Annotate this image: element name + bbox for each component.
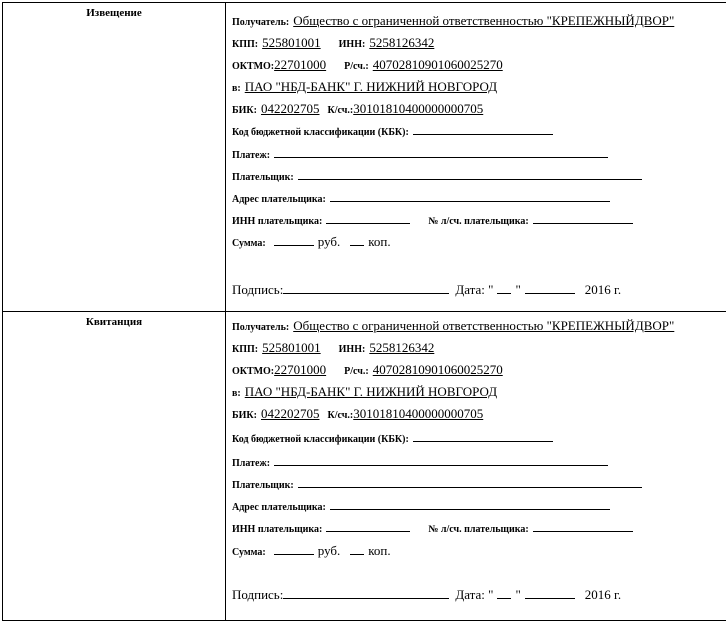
account-value: 40702810901060025270 [372, 57, 503, 72]
oktmo-account-row [232, 362, 503, 380]
kbk-row [232, 430, 553, 448]
sum-rub-field[interactable] [274, 543, 314, 555]
payer-label: Плательщик: [232, 172, 294, 183]
payer-address-field[interactable] [330, 190, 610, 202]
kbk-field[interactable] [413, 430, 553, 442]
receipt-label-cell [3, 312, 226, 621]
signature-field[interactable] [283, 587, 449, 599]
payer-label: Плательщик: [232, 480, 294, 491]
payer-inn-row [232, 212, 633, 230]
recipient-value: Общество с ограниченной ответственностью "КРЕПЕЖНЫЙДВОР" [293, 13, 675, 28]
payer-account-label: № л/сч. плательщика: [428, 524, 529, 535]
payer-inn-label: ИНН плательщика: [232, 524, 323, 535]
oktmo-value: 22701000 [274, 362, 327, 377]
payer-row [232, 476, 642, 494]
account-label: Р/сч.: [344, 61, 369, 72]
kpp-label: КПП: [232, 344, 259, 355]
recipient-value: Общество с ограниченной ответственностью "КРЕПЕЖНЫЙДВОР" [293, 318, 675, 333]
signature-field[interactable] [283, 282, 449, 294]
account-value: 40702810901060025270 [372, 362, 503, 377]
payer-field[interactable] [298, 168, 642, 180]
payment-label: Платеж: [232, 458, 271, 469]
payment-row [232, 454, 608, 472]
corr-account-value: 30101810400000000705 [353, 406, 484, 421]
year-label: 2016 г. [584, 282, 622, 297]
date-quote: " [515, 282, 521, 297]
payer-account-field[interactable] [533, 520, 633, 532]
signature-label: Подпись: [232, 587, 284, 602]
bik-label: БИК: [232, 410, 257, 421]
payment-field[interactable] [274, 146, 608, 158]
payer-address-label: Адрес плательщика: [232, 194, 326, 205]
kpp-label: КПП: [232, 39, 259, 50]
inn-value: 5258126342 [369, 35, 435, 50]
sum-label: Сумма: [232, 238, 266, 249]
payer-address-row [232, 498, 610, 516]
date-day-field[interactable] [497, 587, 511, 599]
oktmo-account-row [232, 57, 503, 75]
section-label-receipt: Квитанция [85, 316, 143, 328]
recipient-label: Получатель: [232, 322, 290, 333]
date-label: Дата: " [455, 282, 494, 297]
inn-label: ИНН: [338, 39, 366, 50]
kbk-label: Код бюджетной классификации (КБК): [232, 434, 409, 445]
date-label: Дата: " [455, 587, 494, 602]
signature-label: Подпись: [232, 282, 284, 297]
bank-label: в: [232, 83, 241, 94]
payer-account-field[interactable] [533, 212, 633, 224]
kpp-inn-row [232, 35, 434, 53]
bik-value: 042202705 [260, 406, 320, 421]
payer-row [232, 168, 642, 186]
bank-row [232, 384, 497, 402]
payer-inn-field[interactable] [326, 520, 410, 532]
kop-label: коп. [368, 543, 391, 558]
kpp-value: 525801001 [262, 35, 321, 50]
sum-kop-field[interactable] [350, 543, 364, 555]
kbk-row [232, 123, 553, 141]
year-label: 2016 г. [584, 587, 622, 602]
payment-field[interactable] [274, 454, 608, 466]
oktmo-value: 22701000 [274, 57, 327, 72]
rub-label: руб. [317, 543, 341, 558]
account-label: Р/сч.: [344, 366, 369, 377]
recipient-row [232, 13, 674, 31]
signature-date-row [232, 282, 621, 298]
bank-value: ПАО "НБД-БАНК" Г. НИЖНИЙ НОВГОРОД [244, 79, 498, 94]
date-month-field[interactable] [525, 282, 575, 294]
signature-date-row [232, 587, 621, 603]
payer-field[interactable] [298, 476, 642, 488]
payer-inn-field[interactable] [326, 212, 410, 224]
receipt-details-cell [226, 312, 726, 621]
bank-row [232, 79, 497, 97]
section-label-notice: Извещение [86, 7, 142, 19]
date-month-field[interactable] [525, 587, 575, 599]
payer-address-row [232, 190, 610, 208]
corr-account-label: К/сч.: [327, 105, 354, 116]
kpp-value: 525801001 [262, 340, 321, 355]
bank-label: в: [232, 388, 241, 399]
kpp-inn-row [232, 340, 434, 358]
sum-label: Сумма: [232, 547, 266, 558]
date-quote: " [515, 587, 521, 602]
notice-label-cell [3, 3, 226, 312]
date-day-field[interactable] [497, 282, 511, 294]
payer-address-field[interactable] [330, 498, 610, 510]
bik-corr-row [232, 101, 483, 119]
notice-details-cell [226, 3, 726, 312]
payer-address-label: Адрес плательщика: [232, 502, 326, 513]
corr-account-value: 30101810400000000705 [353, 101, 484, 116]
payment-label: Платеж: [232, 150, 271, 161]
rub-label: руб. [317, 234, 341, 249]
corr-account-label: К/сч.: [327, 410, 354, 421]
payer-inn-label: ИНН плательщика: [232, 216, 323, 227]
oktmo-label: ОКТМО: [232, 61, 275, 72]
kbk-field[interactable] [413, 123, 553, 135]
bank-value: ПАО "НБД-БАНК" Г. НИЖНИЙ НОВГОРОД [244, 384, 498, 399]
inn-label: ИНН: [338, 344, 366, 355]
kbk-label: Код бюджетной классификации (КБК): [232, 127, 409, 138]
receipt-table [2, 2, 726, 621]
recipient-label: Получатель: [232, 17, 290, 28]
sum-row [232, 234, 391, 252]
payer-account-label: № л/сч. плательщика: [428, 216, 529, 227]
sum-rub-field[interactable] [274, 234, 314, 246]
sum-row [232, 543, 391, 561]
payment-row [232, 146, 608, 164]
recipient-row [232, 318, 674, 336]
sum-kop-field[interactable] [350, 234, 364, 246]
payer-inn-row [232, 520, 633, 538]
bik-label: БИК: [232, 105, 257, 116]
oktmo-label: ОКТМО: [232, 366, 275, 377]
bik-corr-row [232, 406, 483, 424]
bik-value: 042202705 [260, 101, 320, 116]
kop-label: коп. [368, 234, 391, 249]
inn-value: 5258126342 [369, 340, 435, 355]
